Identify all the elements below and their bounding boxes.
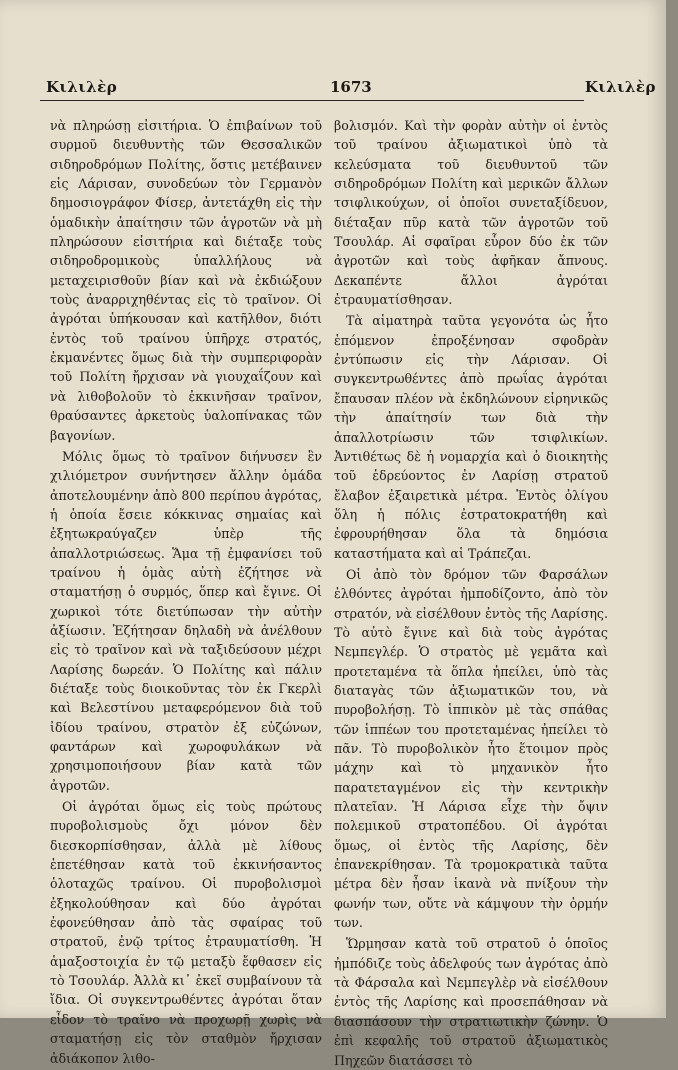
page-number: 1673 xyxy=(330,78,372,96)
running-header xyxy=(38,78,656,98)
paragraph: Οἱ ἀγρόται ὅμως εἰς τοὺς πρώτους πυροβολισμοὺς ὄχι μόνον δὲν διεσκορπίσθησαν, ἀλλὰ μὲ λίθους ἐπετέθησαν κατὰ τοῦ ἐκκινήσαντος ὁλοταχῶς τραίνου. Οἱ πυροβολισμοὶ ἐξηκολούθησαν καὶ δύο ἀγρόται ἐφονεύθησαν ἀπὸ τὰς σφαίρας τοῦ στρατοῦ, ἐνῷ τρίτος ἐτραυματίσθη. Ἡ ἁμαξοστοιχία ἐν τῷ μεταξὺ ἔφθασεν εἰς τὸ Τσουλάρ. Ἀλλὰ κι᾽ ἐκεῖ συμβαίνουν τὰ ἴδια. Οἱ συγκεντρωθέντες ἀγρόται ὅταν εἶδον τὸ τραῖνο νὰ προχωρῇ χωρὶς νὰ σταματήσῃ εἰς τὸν σταθμὸν ἤρχισαν ἀδιάκοπον λιθο- xyxy=(50,799,322,1066)
header-entry-right: Κιλιλὲρ xyxy=(584,78,656,96)
paragraph: Τὰ αἱματηρὰ ταῦτα γεγονότα ὡς ἦτο ἑπόμενον ἐπροξένησαν σφοδρὰν ἐντύπωσιν εἰς τὴν Λάρισαν. Οἱ συγκεντρωθέντες ἀπὸ πρωΐας ἀγρόται ἔπαυσαν πλέον νὰ ἐκδηλώνουν εἰρηνικῶς τὴν ἀπαίτησίν των διὰ τὴν ἀπαλλοτρίωσιν τῶν τσιφλικίων. Ἀντιθέτως δὲ ἡ νομαρχία καὶ ὁ διοικητὴς τοῦ ἑδρεύοντος ἐν Λαρίσῃ στρατοῦ ἔλαβον ἐξαιρετικὰ μέτρα. Ἐντὸς ὀλίγου ὅλη ἡ πόλις ἐστρατοκρατήθη καὶ ἐφρουρήθησαν ὅλα τὰ δημόσια καταστήματα καὶ αἱ Τράπεζαι. xyxy=(334,313,608,561)
paragraph: Οἱ ἀπὸ τὸν δρόμον τῶν Φαρσάλων ἐλθόντες ἀγρόται ἠμποδίζοντο, ἀπὸ τὸν στρατόν, νὰ εἰσέλθουν ἐντὸς τῆς Λαρίσης. Τὸ αὐτὸ ἔγινε καὶ διὰ τοὺς ἀγρότας Νεμπεγλέρ. Ὁ στρατὸς μὲ γεμᾶτα καὶ προτεταμένα τὰ ὅπλα ἠπείλει, ὑπὸ τὰς διαταγὰς τῶν ἀξιωματικῶν του, νὰ πυροβολήσῃ. Τὸ ἱππικὸν μὲ τὰς σπάθας τῶν ἱππέων του προτεταμένας ἠπείλει τὸ πᾶν. Τὸ πυροβολικὸν ἦτο ἕτοιμον πρὸς μάχην καὶ τὸ μηχανικὸν ἦτο παρατεταγμένον εἰς τὴν κεντρικὴν πλατεῖαν. Ἡ Λάρισα εἶχε τὴν ὄψιν πολεμικοῦ στρατοπέδου. Οἱ ἀγρόται ὅμως, οἱ ἐντὸς τῆς Λαρίσης, δὲν ἐπανεκρίθησαν. Τὰ τρομοκρατικὰ ταῦτα μέτρα δὲν ἦσαν ἱκανὰ νὰ πνίξουν τὴν φωνήν των, οὔτε νὰ κάμψουν τὴν ὁρμήν των. xyxy=(334,566,608,931)
paragraph: νὰ πληρώσῃ εἰσιτήρια. Ὁ ἐπιβαίνων τοῦ συρμοῦ διευθυντὴς τῶν Θεσσαλικῶν σιδηροδρόμων Πολίτης, ὅστις μετέβαινεν εἰς Λάρισαν, συνοδεύων τὸν Γερμανὸν δημοσιογράφον Φίσερ, ἀντετάχθη εἰς τὴν ὁμαδικὴν ἀπαίτησιν τῶν ἀγροτῶν νὰ μὴ πληρώσουν εἰσιτήρια καὶ διέταξε τοὺς σιδηροδρομικοὺς ὑπαλλήλους νὰ μεταχειρισθοῦν βίαν καὶ νὰ ἐκδιώξουν τοὺς ἀναρριχηθέντας εἰς τὸ τραῖνον. Οἱ ἀγρόται ὑπήκουσαν καὶ κατῆλθον, διότι ἐντὸς τοῦ τραίνου ὑπῆρχε στρατός, ἐκμανέντες ὅμως διὰ τὴν συμπεριφορὰν τοῦ Πολίτη ἤρχισαν νὰ γιουχαΐζουν καὶ νὰ λιθοβολοῦν τὸ ἐκκινῆσαν τραῖνον, θραύσαντες ἀρκετοὺς ὑαλοπίνακας τῶν βαγονίων. xyxy=(50,118,322,443)
paragraph: Ὥρμησαν κατὰ τοῦ στρατοῦ ὁ ὁποῖος ἠμπόδιζε τοὺς ἀδελφούς των ἀγρότας ἀπὸ τὰ Φάρσαλα καὶ Νεμπεγλὲρ νὰ εἰσέλθουν ἐντὸς τῆς Λαρίσης καὶ προσεπάθησαν νὰ διασπάσουν τὴν στρατιωτικὴν ζώνην. Ὁ ἐπὶ κεφαλῆς τοῦ στρατοῦ ἀξιωματικὸς Πηχεῶν διατάσσει τὸ xyxy=(334,936,608,1068)
right-column xyxy=(334,116,608,1070)
header-rule xyxy=(40,100,584,101)
paragraph: Μόλις ὅμως τὸ τραῖνον διήνυσεν ἓν χιλιόμετρον συνήντησεν ἄλλην ὁμάδα ἀποτελουμένην ἀπὸ 800 περίπου ἀγρότας, ἡ ὁποία ἔσειε κόκκινας σημαίας καὶ ἐξητωκραύγαζεν ὑπὲρ τῆς ἀπαλλοτριώσεως. Ἅμα τῇ ἐμφανίσει τοῦ τραίνου ἡ ὁμὰς αὐτὴ ἐζήτησε νὰ σταματήσῃ ὁ συρμός, ὅπερ καὶ ἔγινε. Οἱ χωρικοὶ τότε διετύπωσαν τὴν αὐτὴν ἀξίωσιν. Ἐζήτησαν δηλαδὴ νὰ ἀνέλθουν εἰς τὸ τραῖνον καὶ νὰ ταξιδεύσουν μέχρι Λαρίσης δωρεάν. Ὁ Πολίτης καὶ πάλιν διέταξε τοὺς διοικοῦντας τὸν ἐκ Γκερλὶ καὶ Βελεστίνου μεταφερόμενον διὰ τοῦ ἰδίου τραίνου, στρατὸν ἐξ εὐζώνων, φαντάρων καὶ χωροφυλάκων νὰ χρησιμοποιήσουν βίαν κατὰ τῶν ἀγροτῶν. xyxy=(50,448,322,793)
left-column xyxy=(50,116,322,1068)
header-entry-left: Κιλιλὲρ xyxy=(46,78,118,96)
paragraph: βολισμόν. Καὶ τὴν φορὰν αὐτὴν οἱ ἐντὸς τοῦ τραίνου ἀξιωματικοὶ ὑπὸ τὰ κελεύσματα τοῦ διευθυντοῦ τῶν σιδηροδρόμων Πολίτη καὶ μερικῶν ἄλλων τσιφλικούχων, οἱ ὁποῖοι συνεταξίδευον, διέταξαν πῦρ κατὰ τῶν ἀγροτῶν τοῦ Τσουλάρ. Αἱ σφαῖραι εὗρον δύο ἐκ τῶν ἀγροτῶν καὶ τοὺς ἀφῆκαν ἄπνους. Δεκαπέντε ἄλλοι ἀγρόται ἐτραυματίσθησαν. xyxy=(334,118,608,308)
